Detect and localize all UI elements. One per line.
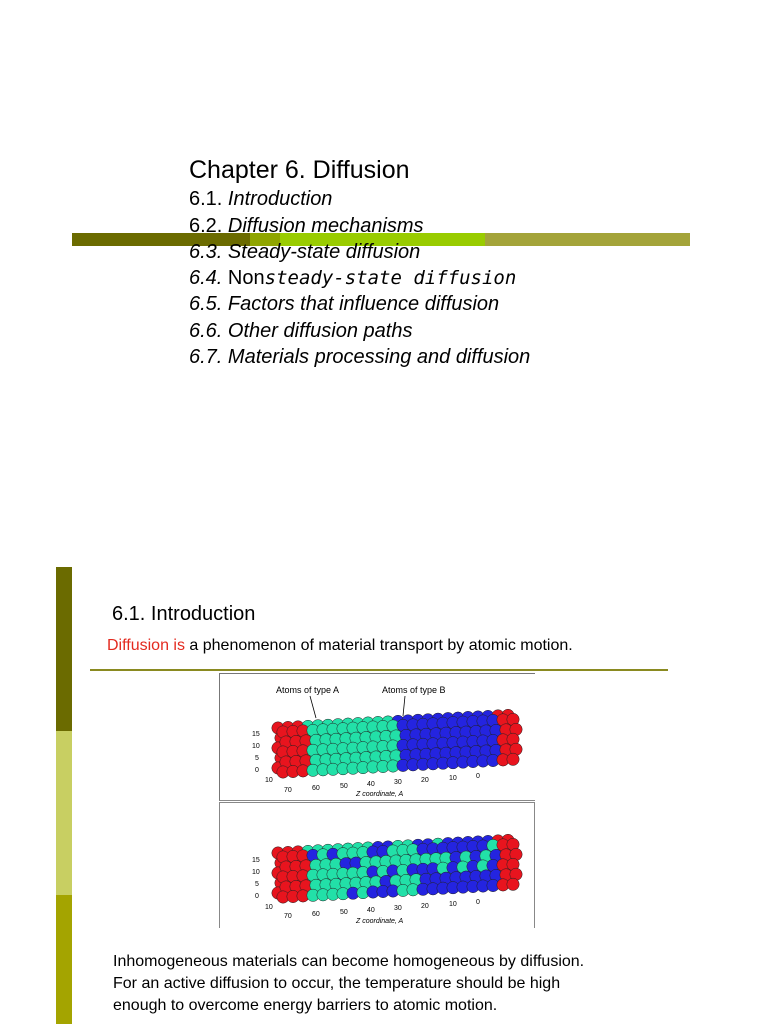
z-tick: 60: [312, 785, 320, 792]
z-tick: 10: [449, 775, 457, 782]
toc-text: Steady-state diffusion: [227, 241, 421, 263]
atom: [507, 753, 519, 765]
body-paragraph: [113, 951, 673, 1017]
z-tick: 10: [449, 901, 457, 908]
z-tick: 20: [421, 903, 429, 910]
y-tick: 15: [252, 731, 260, 738]
divider: [90, 669, 668, 671]
definition-rest: a phenomenon of material transport by atomic motion.: [184, 637, 573, 654]
toc-item: [189, 213, 424, 239]
toc-text-mono: steady-state diffusion: [264, 267, 517, 289]
toc-number: 6.6.: [189, 320, 228, 342]
toc-text: Introduction: [227, 188, 333, 210]
toc-item: [189, 239, 420, 265]
z-ticks: [284, 899, 480, 920]
atom-model-initial: [220, 674, 535, 800]
y-tick: 15: [252, 857, 260, 864]
toc-number: 6.1.: [189, 188, 228, 210]
chapter-title: Chapter 6. Diffusion: [189, 156, 410, 184]
body-line: Inhomogeneous materials can become homogeneous by diffusion.: [113, 953, 585, 970]
toc-text: Diffusion mechanisms: [227, 215, 424, 237]
toc-item: [189, 265, 516, 291]
label-atoms-a: Atoms of type A: [276, 685, 340, 695]
toc-item: [189, 291, 499, 317]
diffusion-figure-mixed: [219, 802, 535, 928]
side-strip-segment: [56, 567, 72, 731]
toc-text: Other diffusion paths: [227, 320, 413, 342]
definition-line: [107, 636, 573, 656]
toc-item: [189, 344, 530, 370]
z-tick: 20: [421, 777, 429, 784]
toc-text-prefix: Non: [227, 267, 265, 289]
y-tick: 10: [252, 869, 260, 876]
y-tick: 10: [252, 743, 260, 750]
diffusion-figure-initial: [219, 673, 535, 801]
depth-tick: 10: [265, 777, 273, 784]
toc-item: [189, 318, 412, 344]
atom-cluster: [272, 709, 522, 778]
z-tick: 70: [284, 787, 292, 794]
side-strip-segment: [56, 895, 72, 1024]
y-tick: 5: [255, 755, 259, 762]
arrow-a: [310, 696, 316, 718]
atom-cluster: [272, 834, 522, 903]
arrow-b: [403, 696, 405, 716]
definition-highlight: Diffusion is: [107, 637, 185, 654]
depth-tick: 10: [265, 904, 273, 911]
y-tick: 5: [255, 881, 259, 888]
z-tick: 30: [394, 905, 402, 912]
body-line: For an active diffusion to occur, the temperature should be high: [113, 975, 561, 992]
atom-model-mixed: [220, 803, 534, 928]
toc-item: [189, 186, 332, 212]
toc-number: 6.2.: [189, 215, 228, 237]
z-tick: 70: [284, 913, 292, 920]
z-tick: 0: [476, 773, 480, 780]
toc-number: 6.7.: [189, 346, 228, 368]
title-bar-segment: [485, 233, 690, 246]
toc-number: 6.4.: [189, 267, 228, 289]
section-title: 6.1. Introduction: [112, 603, 256, 625]
z-tick: 40: [367, 907, 375, 914]
toc-number: 6.3.: [189, 241, 228, 263]
axis-label: Z coordinate, A: [356, 791, 404, 798]
z-tick: 30: [394, 779, 402, 786]
atom: [507, 878, 519, 890]
z-tick: 50: [340, 909, 348, 916]
toc-number: 6.5.: [189, 293, 228, 315]
body-line: enough to overcome energy barriers to atomic motion.: [113, 997, 498, 1014]
y-tick: 0: [255, 893, 259, 900]
z-tick: 50: [340, 783, 348, 790]
z-tick: 0: [476, 899, 480, 906]
z-tick: 60: [312, 911, 320, 918]
toc-text: Factors that influence diffusion: [227, 293, 500, 315]
y-tick: 0: [255, 767, 259, 774]
toc-text: Materials processing and diffusion: [227, 346, 531, 368]
side-strip-segment: [56, 731, 72, 895]
label-atoms-b: Atoms of type B: [382, 685, 446, 695]
z-tick: 40: [367, 781, 375, 788]
axis-label: Z coordinate, A: [356, 918, 404, 925]
